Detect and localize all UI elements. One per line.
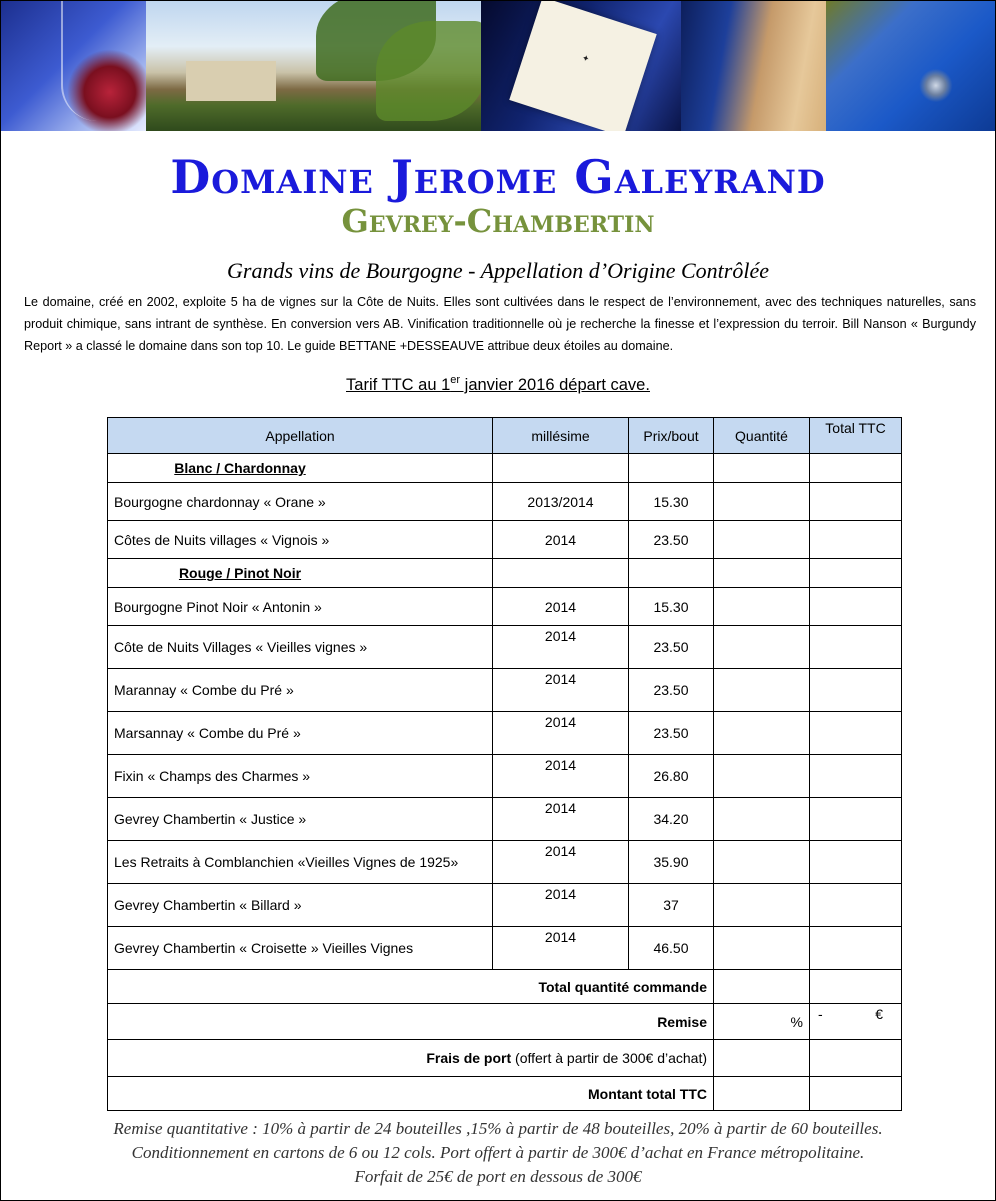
shipping-row	[108, 1040, 902, 1077]
table-row	[108, 841, 902, 884]
total-cell	[810, 669, 902, 712]
table-row	[108, 483, 902, 521]
wine-name: Bourgogne chardonnay « Orane »	[108, 483, 493, 521]
quantity-cell[interactable]	[714, 927, 810, 970]
domain-title: Domaine Jerome Galeyrand	[170, 150, 826, 204]
wine-price: 37	[629, 884, 714, 927]
total-cell	[810, 588, 902, 626]
domain-subtitle: Gevrey-Chambertin	[341, 202, 655, 240]
remise-label: Remise	[108, 1004, 714, 1040]
remise-amount	[810, 1004, 902, 1040]
total-cell	[810, 626, 902, 669]
tarif-heading	[1, 373, 995, 397]
glass-shape	[61, 1, 133, 121]
wine-price: 46.50	[629, 927, 714, 970]
price-table	[107, 417, 902, 1111]
wine-price: 23.50	[629, 626, 714, 669]
empty-cell	[493, 559, 629, 588]
table-row	[108, 798, 902, 841]
total-cell	[810, 712, 902, 755]
header-prix: Prix/bout	[629, 418, 714, 454]
table-row	[108, 884, 902, 927]
intro-paragraph: Le domaine, créé en 2002, exploite 5 ha de vignes sur la Côte de Nuits. Elles sont cultivées dans le respect de l’environnement, avec des techniques naturelles, sans produit chimique, sans intrant de synthèse. En conversion vers AB. Vinification traditionnelle où je recherche la finesse et l’expression du terroir. Bill Nanson « Burgundy Report » a classé le domaine dans son top 10. Le guide BETTANE +DESSEAUVE attribue deux étoiles au domaine.	[24, 295, 976, 353]
wine-name: Côte de Nuits Villages « Vieilles vignes »	[108, 626, 493, 669]
wine-name: Fixin « Champs des Charmes »	[108, 755, 493, 798]
wine-price: 23.50	[629, 669, 714, 712]
shipping-label	[108, 1040, 714, 1077]
wine-vintage: 2014	[493, 669, 629, 712]
section-title: Rouge / Pinot Noir	[108, 559, 493, 588]
quantity-cell[interactable]	[714, 626, 810, 669]
bottle-label	[509, 1, 657, 131]
table-header-row	[108, 418, 902, 454]
wine-name: Gevrey Chambertin « Croisette » Vieilles Vignes	[108, 927, 493, 970]
wine-vintage: 2013/2014	[493, 483, 629, 521]
header-total: Total TTC	[810, 418, 902, 454]
table-row	[108, 927, 902, 970]
tagline: Grands vins de Bourgogne - Appellation d’Origine Contrôlée	[227, 258, 769, 283]
shipping-total	[810, 1040, 902, 1077]
wine-price: 35.90	[629, 841, 714, 884]
wine-price: 23.50	[629, 712, 714, 755]
euro-sign: €	[875, 1006, 883, 1022]
wine-price: 26.80	[629, 755, 714, 798]
total-cell	[810, 798, 902, 841]
tarif-text	[346, 376, 650, 394]
total-cell	[810, 755, 902, 798]
header-appellation: Appellation	[108, 418, 493, 454]
remise-percent[interactable]: %	[714, 1004, 810, 1040]
shipping-note: (offert à partir de 300€ d’achat)	[511, 1050, 707, 1066]
table-row	[108, 626, 902, 669]
quantity-cell[interactable]	[714, 521, 810, 559]
quantity-cell[interactable]	[714, 884, 810, 927]
grand-total-blank	[810, 1077, 902, 1111]
empty-cell	[629, 559, 714, 588]
wine-price: 15.30	[629, 588, 714, 626]
quantity-cell[interactable]	[714, 483, 810, 521]
total-cell	[810, 841, 902, 884]
empty-cell	[493, 454, 629, 483]
table-row	[108, 669, 902, 712]
quantity-cell[interactable]	[714, 841, 810, 884]
wine-vintage: 2014	[493, 712, 629, 755]
chateau-shape	[186, 61, 276, 101]
section-title: Blanc / Chardonnay	[108, 454, 493, 483]
grand-total-row	[108, 1077, 902, 1111]
total-cell	[810, 454, 902, 483]
footer-notes	[1, 1117, 995, 1189]
total-cell	[810, 927, 902, 970]
vineyard-chateau-photo	[146, 1, 481, 131]
wine-name: Bourgogne Pinot Noir « Antonin »	[108, 588, 493, 626]
wine-vintage: 2014	[493, 521, 629, 559]
quantity-cell[interactable]	[714, 454, 810, 483]
quantity-cell[interactable]	[714, 669, 810, 712]
vintage-car-photo	[826, 1, 995, 131]
empty-cell	[629, 454, 714, 483]
wine-vintage: 2014	[493, 798, 629, 841]
wine-name: Les Retraits à Comblanchien «Vieilles Vignes de 1925»	[108, 841, 493, 884]
shipping-label-bold: Frais de port	[426, 1050, 512, 1066]
tarif-after: janvier 2016 départ cave.	[460, 376, 650, 394]
quantity-cell[interactable]	[714, 588, 810, 626]
total-quantity-blank	[810, 970, 902, 1004]
footer-line-packaging: Conditionnement en cartons de 6 ou 12 cols. Port offert à partir de 300€ d’achat en France métropolitaine.	[131, 1143, 865, 1162]
grand-total-label: Montant total TTC	[108, 1077, 714, 1111]
total-quantity-row	[108, 970, 902, 1004]
wine-name: Marsannay « Combe du Pré »	[108, 712, 493, 755]
total-quantity-label: Total quantité commande	[108, 970, 714, 1004]
wine-vintage: 2014	[493, 755, 629, 798]
table-row	[108, 755, 902, 798]
quantity-cell[interactable]	[714, 798, 810, 841]
quantity-cell[interactable]	[714, 559, 810, 588]
total-cell	[810, 559, 902, 588]
total-cell	[810, 483, 902, 521]
wine-vintage: 2014	[493, 626, 629, 669]
wine-vintage: 2014	[493, 927, 629, 970]
vine-leaf	[376, 21, 481, 121]
wine-vintage: 2014	[493, 841, 629, 884]
wine-name: Marannay « Combe du Pré »	[108, 669, 493, 712]
wooden-crate-photo	[681, 1, 826, 131]
total-cell	[810, 521, 902, 559]
quantity-cell[interactable]	[714, 755, 810, 798]
wine-price: 34.20	[629, 798, 714, 841]
table-row	[108, 712, 902, 755]
wine-vintage: 2014	[493, 884, 629, 927]
wine-vintage: 2014	[493, 588, 629, 626]
total-cell	[810, 884, 902, 927]
section-row-blanc	[108, 454, 902, 483]
table-row	[108, 588, 902, 626]
header-quantite: Quantité	[714, 418, 810, 454]
wine-name: Gevrey Chambertin « Billard »	[108, 884, 493, 927]
tarif-before: Tarif TTC au 1	[346, 376, 451, 394]
header-millesime: millésime	[493, 418, 629, 454]
grand-total-value[interactable]	[714, 1077, 810, 1111]
quantity-cell[interactable]	[714, 712, 810, 755]
wine-glass-photo	[1, 1, 146, 131]
footer-line-discount: Remise quantitative : 10% à partir de 24 bouteilles ,15% à partir de 48 bouteilles, 20% à partir de 60 bouteilles.	[113, 1119, 883, 1138]
remise-row	[108, 1004, 902, 1040]
table-row	[108, 521, 902, 559]
photo-banner	[1, 1, 995, 131]
tarif-sup: er	[450, 374, 461, 386]
footer-line-shipping: Forfait de 25€ de port en dessous de 300€	[354, 1167, 642, 1186]
total-quantity-value[interactable]	[714, 970, 810, 1004]
shipping-value[interactable]	[714, 1040, 810, 1077]
bottle-label-text: ✦	[580, 52, 591, 65]
wine-price: 23.50	[629, 521, 714, 559]
section-row-rouge	[108, 559, 902, 588]
wine-name: Gevrey Chambertin « Justice »	[108, 798, 493, 841]
bottle-label-photo	[481, 1, 681, 131]
wine-name: Côtes de Nuits villages « Vignois »	[108, 521, 493, 559]
remise-dash: -	[818, 1006, 823, 1022]
wine-price: 15.30	[629, 483, 714, 521]
